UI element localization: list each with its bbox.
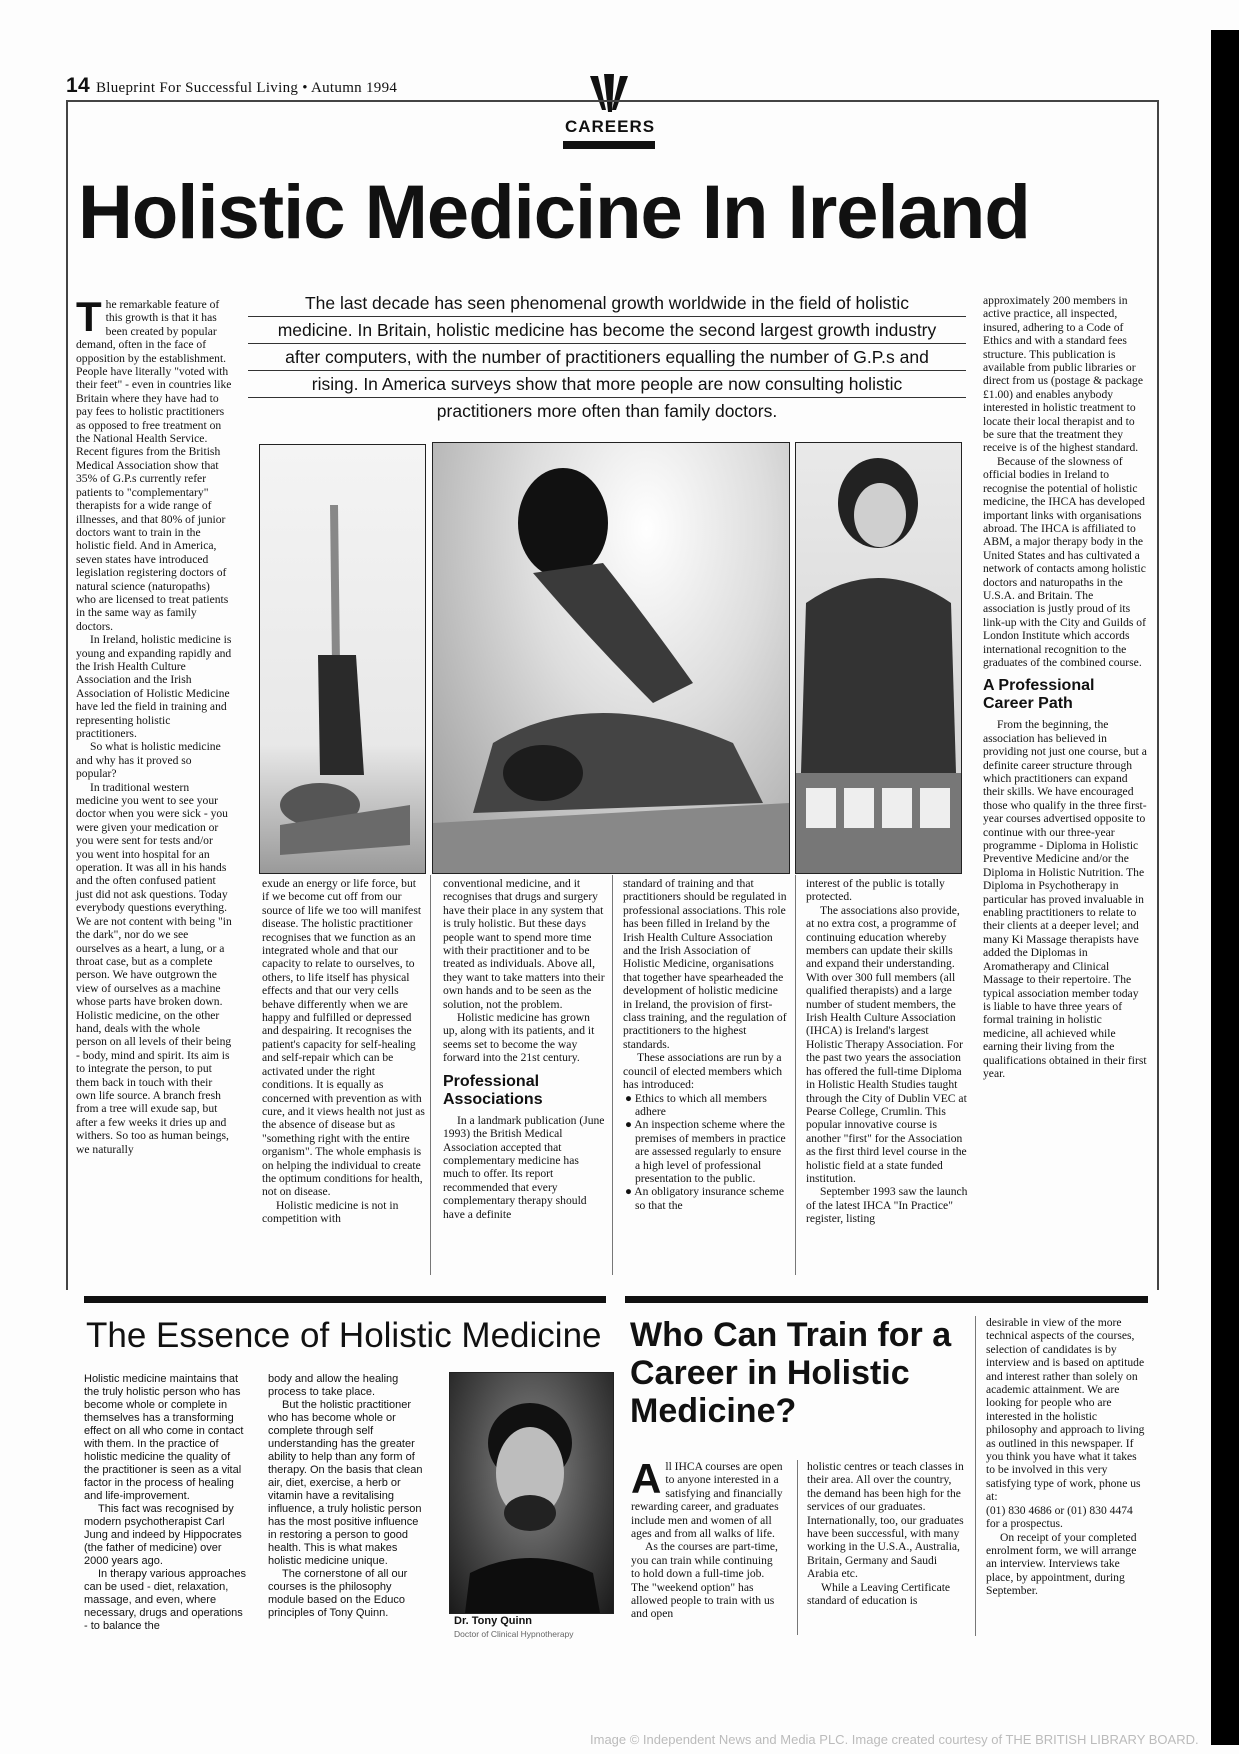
- list-item: ● An inspection scheme where the premises of members in practice are assessed regularly to ensure a high level of professional presentation to the public.: [625, 1118, 786, 1185]
- subheading: A Professional Career Path: [983, 677, 1095, 713]
- paragraph: But the holistic practitioner who has become whole or complete through self understanding has the greater ability to help than any form of therapy. On the basis that clean air, diet, exercise, a herb or vitamin have a revitalising influence, a truly holistic person has the most positive influence in restoring a person to good health. This is what makes holistic medicine unique.: [268, 1399, 423, 1567]
- paragraph: As the courses are part-time, you can train while continuing to hold down a full-time job. The "weekend option" has allowed people to train with us and open: [631, 1540, 778, 1621]
- paragraph: holistic centres or teach classes in their area. All over the country, the demand has been high for the services of our graduates. Internationally, too, our graduates have been successful, with many working in the U.S.A., Australia, Britain, Germany and Saudi Arabia etc.: [807, 1460, 964, 1581]
- essence-column-2: [268, 1373, 428, 1620]
- standfirst-line: rising. In America surveys show that more people are now consulting holistic: [248, 371, 966, 398]
- section-rule: [84, 1296, 606, 1303]
- train-column-2: [807, 1460, 967, 1607]
- column-rule: [612, 875, 613, 1275]
- paragraph: desirable in view of the more technical aspects of the courses, selection of candidates is by interview and is based on aptitude and interest rather than solely on academic attainment. We are looking for people who are interested in the holistic philosophy and approach to living as outlined in this newspaper. If you think you have what it takes to be involved in this very satisfying type of work, phone us at:: [986, 1316, 1145, 1504]
- column-rule: [975, 1316, 976, 1636]
- paragraph: So what is holistic medicine and why has it proved so popular?: [76, 740, 221, 781]
- column-rule: [430, 875, 431, 1275]
- paragraph: The cornerstone of all our courses is the philosophy module based on the Educo principles of Tony Quinn.: [268, 1568, 408, 1619]
- article-column-6: [983, 294, 1147, 1080]
- article-column-4: [623, 877, 788, 1212]
- paragraph: standard of training and that practitioners should be regulated in professional associations. This role has been filled in Ireland by the Irish Health Culture Association and the Irish Association of Holistic Medicine, organisations that together have spearheaded the development of holistic medicine in Ireland, the provision of first-class training, and the regulation of practitioners to the highest standards.: [623, 877, 787, 1051]
- paragraph: interest of the public is totally protected.: [806, 877, 945, 904]
- paragraph: This fact was recognised by modern psychotherapist Carl Jung and indeed by Hippocrates (the father of medicine) over 2000 years ago.: [84, 1503, 242, 1567]
- standfirst-line: medicine. In Britain, holistic medicine has become the second largest growth industry: [248, 317, 966, 344]
- scan-edge-bar: [1211, 30, 1239, 1745]
- paragraph: conventional medicine, and it recognises that drugs and surgery have their place in any system that is truly holistic. But these days people want to spend more time with their practitioner and to be treated as individuals. Above all, they want to take matters into their own hands and to be seen as the solution, not the problem.: [443, 877, 605, 1011]
- train-heading: Who Can Train for a Career in Holistic Medicine?: [630, 1316, 952, 1431]
- paragraph: The associations also provide, at no extra cost, a programme of continuing education whereby members can update their skills and expand their understanding. With over 300 full members (all qualified therapists) and a large number of student members, the Irish Health Culture Association (IHCA) is Ireland's largest Holistic Therapy Association. For the past two years the association has offered the full-time Diploma in Holistic Health Studies taught through the City of Dublin VEC at Pearse College, Crumlin. This popular innovative course is another "first" for the Association as the first third level course in the holistic field at a state funded institution.: [806, 903, 967, 1185]
- frame-rule-top: [66, 100, 1157, 102]
- section-rule: [625, 1296, 1148, 1303]
- photo-caption-title: Doctor of Clinical Hypnotherapy: [454, 1629, 574, 1639]
- train-column-3: [986, 1316, 1146, 1598]
- photo-massage-treatment: [432, 442, 790, 874]
- paragraph: While a Leaving Certificate standard of education is: [807, 1580, 951, 1608]
- drop-cap: T: [76, 293, 102, 340]
- list-item: ● Ethics to which all members adhere: [625, 1091, 767, 1118]
- subheading: Professional Associations: [443, 1072, 543, 1108]
- standfirst-line: The last decade has seen phenomenal growth worldwide in the field of holistic: [248, 290, 966, 317]
- paragraph: In Ireland, holistic medicine is young and expanding rapidly and the Irish Health Culture Association and the Irish Association of Holistic Medicine have led the field in training and representing holistic practitioners.: [76, 633, 232, 740]
- paragraph: In traditional western medicine you went to see your doctor when you were sick - you were given your medication or you were sent for tests and/or you went into hospital for an operation. It was all in his hands and the often confused patient just did not ask questions. Today everybody questions everything. We are not content with being "in the dark", nor do we see ourselves as a heart, a lung, or a throat case, but as a complete person. We have outgrown the view of ourselves as a machine whose parts have broken down. Holistic medicine, on the other hand, deals with the whole person on all levels of their being - body, mind and spirit. Its aim is to integrate the person, to put them back in touch with their own life source. A branch fresh from a tree will exude sap, but after a few weeks it dries up and withers. So too as human beings, we naturally: [76, 780, 232, 1156]
- page-number: 14: [66, 74, 90, 97]
- paragraph: These associations are run by a council of elected members which has introduced:: [623, 1051, 783, 1092]
- paragraph: body and allow the healing process to take place.: [268, 1373, 399, 1398]
- frame-rule-left: [66, 100, 68, 1290]
- headline: Holistic Medicine In Ireland: [78, 170, 1030, 255]
- standfirst: [248, 290, 966, 424]
- paragraph: exude an energy or life force, but if we become cut off from our source of life we too will manifest disease. The holistic practitioner recognises that we function as an integrated whole and that our capacity to relate to ourselves, to others, to life itself has physical effects and that our very cells behave differently when we are happy and fulfilled or depressed and despairing. It recognises the patient's capacity for self-healing and self-repair which can be activated under the right conditions. It is equally as concerned with prevention as with cure, and it views health not just as the absence of disease but as "something right with the entire organism". The whole emphasis is on helping the individual to create the optimum conditions for health, not on disease.: [262, 877, 425, 1199]
- paragraph: Holistic medicine is not in competition with: [262, 1198, 399, 1226]
- careers-logo-icon: [584, 72, 634, 114]
- article-column-2: [262, 877, 425, 1226]
- paragraph: On receipt of your completed enrolment form, we will arrange an interview. Interviews take place, by appointment, during September.: [986, 1530, 1137, 1598]
- phone-numbers: (01) 830 4686 or (01) 830 4474: [986, 1503, 1133, 1517]
- article-column-5: [806, 877, 968, 1226]
- paragraph: Because of the slowness of official bodies in Ireland to recognise the potential of holistic medicine, the IHCA has developed important links with organisations abroad. The IHCA is affiliated to ABM, a major therapy body in the United States and has cultivated a network of contacts among holistic doctors and naturopaths in the U.S.A. and Britain. The association is justly proud of its link-up with the City and Guilds of London Institute which accords international recognition to the graduates of the combined course.: [983, 454, 1146, 669]
- list-item: ● An obligatory insurance scheme so that the: [625, 1185, 784, 1212]
- image-credit: Image © Independent News and Media PLC. Image created courtesy of THE BRITISH LIBRARY BOARD.: [590, 1732, 1199, 1747]
- paragraph: In a landmark publication (June 1993) the British Medical Association accepted that complementary medicine has much to offer. Its report recommended that every complementary therapy should have a definite: [443, 1113, 605, 1221]
- paragraph: ll IHCA courses are open to anyone interested in a satisfying and financially rewarding career, and graduates include men and women of all ages and from all walks of life.: [631, 1460, 783, 1541]
- frame-rule-right: [1157, 100, 1159, 1290]
- paragraph: September 1993 saw the launch of the latest IHCA "In Practice" register, listing: [806, 1185, 968, 1226]
- page-header: [66, 74, 397, 98]
- photo-caption-name: Dr. Tony Quinn: [454, 1615, 533, 1627]
- paragraph: Holistic medicine maintains that the truly holistic person who has become whole or complete in themselves has a transforming effect on all who come in contact with them. In the practice of holistic medicine the quality of the practitioner is seen as a vital factor in the process of healing and life-improvement.: [84, 1373, 244, 1502]
- standfirst-line: after computers, with the number of practitioners equalling the number of G.P.s and: [248, 344, 966, 371]
- paragraph: In therapy various approaches can be used - diet, relaxation, massage, and even, where necessary, drugs and operations - to balance the: [84, 1568, 246, 1632]
- standfirst-line: practitioners more often than family doctors.: [436, 401, 778, 421]
- paragraph: approximately 200 members in active practice, all inspected, insured, adhering to a Code of Ethics and with a standard fees structure. This publication is available from public libraries or direct from us (postage & package £1.00) and enables anybody interested in holistic treatment to locate their local therapist and to be sure that the treatment they receive is of the highest standard.: [983, 294, 1143, 455]
- drop-cap: A: [631, 1455, 662, 1502]
- publication-line: Blueprint For Successful Living • Autumn 1994: [95, 80, 398, 96]
- column-rule: [795, 875, 796, 1275]
- train-column-1: [631, 1455, 783, 1621]
- photo-yoga-pose: [259, 444, 426, 874]
- paragraph: From the beginning, the association has believed in providing not just one course, but a definite career structure through which practitioners can expand their skills. We have encouraged those who qualify in the three first-year courses advertised opposite to continue with our three-year programme - Diploma in Holistic Preventive Medicine and/or the Diploma in Holistic Nutrition. The Diploma in Psychotherapy in particular has proved invaluable in enabling practitioners to relate to their clients at a deeper level; and many Ki Massage therapists have added the Diplomas in Aromatherapy and Clinical Massage to their repertoire. The typical association member today is liable to have three years of formal training in holistic medicine, all achieved while earning their living from the qualifications obtained in their first year.: [983, 718, 1147, 1080]
- paragraph: Holistic medicine has grown up, along with its patients, and it seems set to become the way forward into the 21st century.: [443, 1011, 595, 1065]
- article-column-3: [443, 877, 605, 1221]
- article-column-1: [76, 293, 232, 1156]
- paragraph: he remarkable feature of this growth is that it has been created by popular demand, often in the face of opposition by the establishment. People have literally "voted with their feet" - even in countries like Britain where they have had to pay fees to holistic practitioners as opposed to free treatment on the National Health Service. Recent figures from the British Medical Association show that 35% of G.P.s currently refer patients to "complementary" therapists for a wide range of illnesses, and that 80% of junior doctors want to train in the holistic field. And in America, seven states have introduced legislation registering doctors of natural science (naturopaths) who are licensed to treat patients in the same way as family doctors.: [76, 298, 232, 633]
- section-underline: [563, 141, 655, 149]
- section-label: CAREERS: [564, 117, 656, 136]
- photo-therapist-portrait: [795, 442, 962, 874]
- essence-column-1: [84, 1373, 248, 1633]
- essence-heading: The Essence of Holistic Medicine: [86, 1316, 602, 1355]
- paragraph: for a prospectus.: [986, 1517, 1063, 1531]
- column-rule: [797, 1460, 798, 1635]
- photo-tony-quinn: [449, 1372, 614, 1614]
